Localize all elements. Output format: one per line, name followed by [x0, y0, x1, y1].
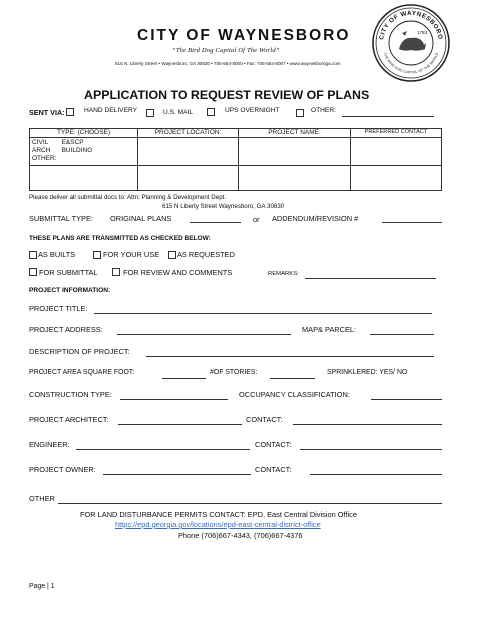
for-submittal-label: FOR SUBMITTAL: [39, 268, 98, 277]
deliver-line-1: Please deliver all submittal docs to: Attn: Planning & Development Dept.: [29, 194, 227, 201]
for-your-use-label: FOR YOUR USE: [103, 250, 160, 259]
as-builts-label: AS BUILTS: [38, 250, 76, 259]
or-label: or: [253, 215, 260, 224]
remarks-label: REMARKS:: [268, 271, 299, 277]
owner-label: PROJECT OWNER:: [29, 465, 96, 474]
original-plans-label: ORIGINAL PLANS: [110, 214, 172, 223]
project-table: [29, 128, 442, 191]
type-building[interactable]: BUILDING: [61, 147, 93, 154]
us-mail-checkbox[interactable]: [146, 109, 154, 117]
engineer-contact-field[interactable]: [300, 449, 442, 450]
engineer-label: ENGINEER:: [29, 440, 70, 449]
other-checkbox[interactable]: [296, 109, 304, 117]
owner-contact-field[interactable]: [310, 474, 442, 475]
for-submittal-checkbox[interactable]: [29, 268, 37, 276]
for-review-label: FOR REVIEW AND COMMENTS: [123, 268, 233, 277]
sprinklered-label: SPRINKLERED: YES/ NO: [327, 369, 408, 376]
as-builts-checkbox[interactable]: [29, 251, 37, 259]
addendum-field[interactable]: [382, 222, 442, 223]
remarks-field[interactable]: [305, 278, 436, 279]
transmitted-heading: THESE PLANS ARE TRANSMITTED AS CHECKED BELOW:: [29, 235, 211, 242]
blank-cell-1[interactable]: [30, 166, 138, 191]
name-cell[interactable]: [239, 138, 351, 166]
land-disturbance-note: FOR LAND DISTURBANCE PERMITS CONTACT: EPD, East Central Division Office: [80, 510, 357, 519]
map-parcel-field[interactable]: [370, 334, 434, 335]
project-info-heading: PROJECT INFORMATION:: [29, 287, 111, 294]
engineer-contact-label: CONTACT:: [255, 440, 292, 449]
type-header: TYPE: (CHOOSE): [30, 129, 138, 138]
area-label: PROJECT AREA SQUARE FOOT:: [29, 369, 135, 376]
contact-header: PREFERRED CONTACT: [351, 129, 442, 138]
ups-overnight-checkbox[interactable]: [207, 108, 215, 116]
city-seal-logo: [371, 3, 451, 83]
sent-via-label: SENT VIA:: [29, 108, 65, 117]
architect-contact-field[interactable]: [293, 424, 442, 425]
architect-contact-label: CONTACT:: [246, 415, 283, 424]
location-header: PROJECT LOCATION:: [138, 129, 239, 138]
type-civil[interactable]: CIVIL: [32, 139, 49, 146]
seal-bottom-text: THE BIRD DOG CAPITAL OF THE WORLD: [382, 52, 440, 75]
owner-contact-label: CONTACT:: [255, 465, 292, 474]
description-field[interactable]: [146, 356, 434, 357]
city-address: 615 N. Liberty Street • Waynesboro, GA 30830 • 706-554-8000 • Fax: 706-554-8007 • www.waynesboroga.com: [115, 61, 341, 66]
ups-overnight-label: UPS OVERNIGHT: [225, 107, 280, 114]
owner-field[interactable]: [103, 474, 251, 475]
other-field[interactable]: [342, 116, 434, 117]
type-other[interactable]: OTHER:: [32, 155, 57, 162]
occupancy-label: OCCUPANCY CLASSIFICATION:: [239, 390, 350, 399]
project-title-field[interactable]: [94, 313, 432, 314]
hand-delivery-label: HAND DELIVERY: [84, 107, 138, 114]
city-title: CITY OF WAYNESBORO: [137, 27, 351, 44]
page-number: Page | 1: [29, 583, 55, 590]
epd-phone: Phone (706)667-4343, (706)667-4376: [178, 531, 303, 540]
location-cell[interactable]: [138, 138, 239, 166]
blank-cell-2[interactable]: [138, 166, 239, 191]
form-title: APPLICATION TO REQUEST REVIEW OF PLANS: [84, 88, 370, 102]
name-header: PROJECT NAME:: [239, 129, 351, 138]
stories-label: #OF STORIES:: [210, 369, 258, 376]
occupancy-field[interactable]: [371, 399, 442, 400]
project-address-label: PROJECT ADDRESS:: [29, 325, 103, 334]
submittal-type-label: SUBMITTAL TYPE:: [29, 214, 93, 223]
us-mail-label: U.S. MAIL: [163, 109, 194, 116]
engineer-field[interactable]: [76, 449, 250, 450]
project-address-field[interactable]: [117, 334, 291, 335]
as-requested-checkbox[interactable]: [168, 251, 176, 259]
construction-type-label: CONSTRUCTION TYPE:: [29, 390, 112, 399]
architect-label: PROJECT ARCHITECT:: [29, 415, 109, 424]
type-choices[interactable]: [30, 138, 138, 166]
map-parcel-label: MAP& PARCEL:: [302, 325, 357, 334]
other-label: OTHER:: [311, 107, 336, 114]
seal-year: 1783: [417, 30, 428, 35]
hand-delivery-checkbox[interactable]: [66, 108, 74, 116]
addendum-label: ADDENDUM/REVISION #: [272, 214, 359, 223]
blank-cell-3[interactable]: [239, 166, 351, 191]
original-plans-field[interactable]: [190, 222, 241, 223]
area-field[interactable]: [162, 378, 206, 379]
seal-top-text: CITY OF WAYNESBORO: [378, 9, 444, 41]
contact-cell[interactable]: [351, 138, 442, 166]
type-arch[interactable]: ARCH: [32, 147, 51, 154]
project-title-label: PROJECT TITLE:: [29, 304, 88, 313]
construction-type-field[interactable]: [120, 399, 228, 400]
city-motto: “The Bird Dog Capital Of The World”: [172, 47, 280, 54]
other-info-field[interactable]: [58, 503, 442, 504]
for-your-use-checkbox[interactable]: [93, 251, 101, 259]
description-label: DESCRIPTION OF PROJECT:: [29, 347, 130, 356]
architect-field[interactable]: [118, 424, 242, 425]
for-review-checkbox[interactable]: [112, 268, 120, 276]
epd-link[interactable]: https://epd.georgia.gov/locations/epd-east-central-district-office: [115, 520, 321, 529]
type-escp[interactable]: E&SCP: [61, 139, 84, 146]
other-info-label: OTHER: [29, 494, 55, 503]
stories-field[interactable]: [270, 378, 315, 379]
deliver-line-2: 615 N Liberty Street Waynesboro, GA 30830: [162, 203, 285, 210]
blank-cell-4[interactable]: [351, 166, 442, 191]
as-requested-label: AS REQUESTED: [177, 250, 235, 259]
